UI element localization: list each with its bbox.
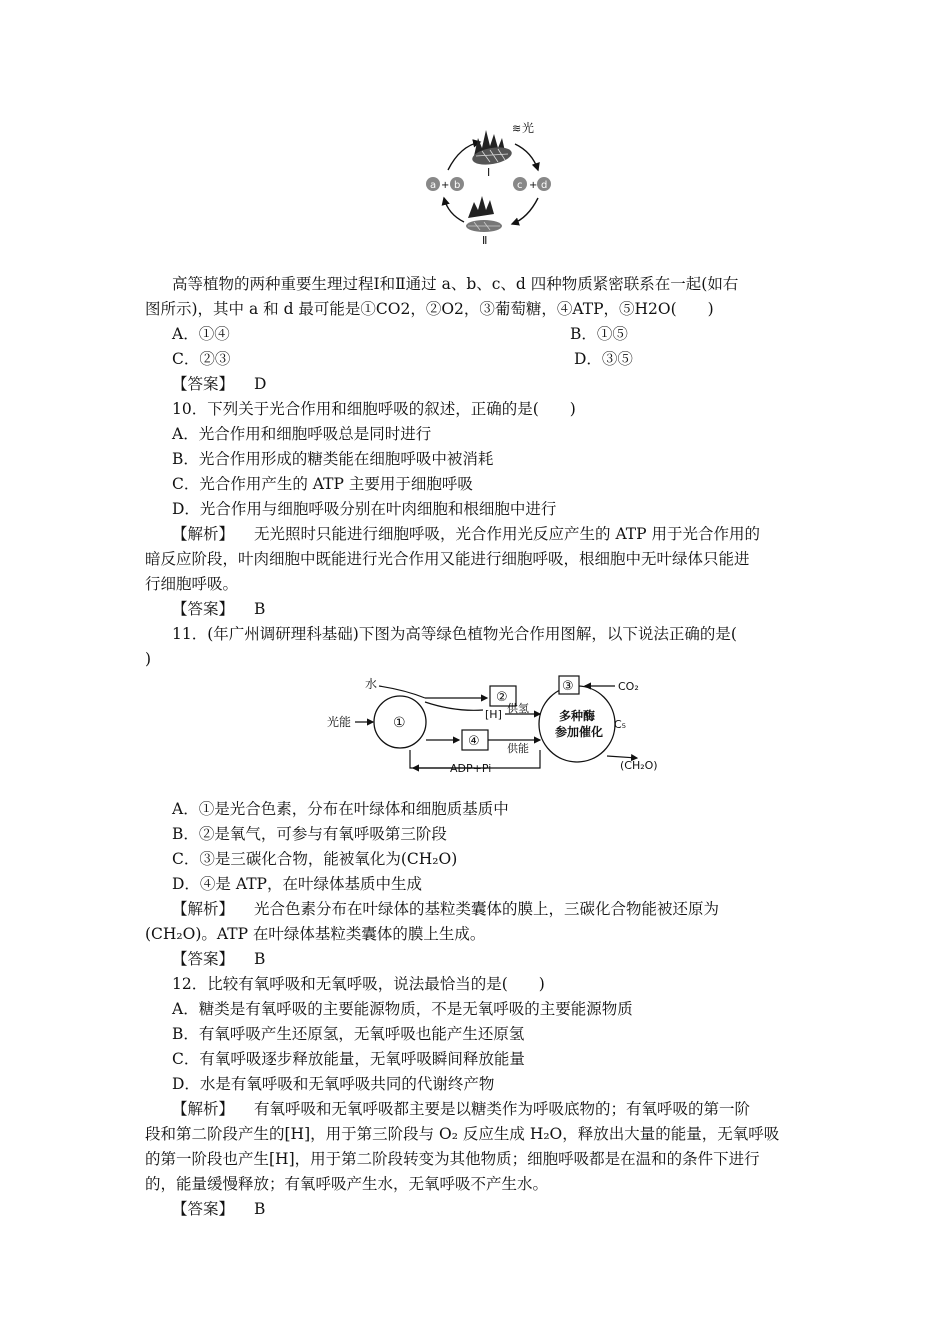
q11-stem-line2: ) xyxy=(145,650,152,668)
q9-stem-line1: 高等植物的两种重要生理过程Ⅰ和Ⅱ通过 a、b、c、d 四种物质紧密联系在一起(如右 xyxy=(172,275,739,293)
q10-option-b: B．光合作用形成的糖类能在细胞呼吸中被消耗 xyxy=(172,450,494,468)
adp-pi-label: ADP+Pi xyxy=(450,762,492,775)
q12-analysis-line1: 【解析】 有氧呼吸和无氧呼吸都主要是以糖类作为呼吸底物的；有氧呼吸的第一阶 xyxy=(172,1097,834,1121)
plant-root-icon xyxy=(466,196,502,232)
process-II-label: Ⅱ xyxy=(482,234,488,247)
q12-option-c: C．有氧呼吸逐步释放能量，无氧呼吸瞬间释放能量 xyxy=(172,1050,525,1068)
svg-text:b: b xyxy=(454,180,461,191)
svg-text:c: c xyxy=(517,180,523,191)
plant-leaf-icon xyxy=(471,130,513,167)
q11-answer xyxy=(172,947,834,971)
svg-text:+: + xyxy=(529,180,538,191)
q10-option-c: C．光合作用产生的 ATP 主要用于细胞呼吸 xyxy=(172,475,473,493)
q11-option-c: C．③是三碳化合物，能被氧化为(CH₂O) xyxy=(172,850,458,868)
light-label: 光 xyxy=(522,121,535,135)
process-I-label: Ⅰ xyxy=(487,166,491,179)
q12-analysis-line2: 段和第二阶段产生的[H]，用于第三阶段与 O₂ 反应生成 H₂O，释放出大量的能量，无氧呼吸 xyxy=(145,1125,780,1143)
co2-label: CO₂ xyxy=(618,680,639,693)
answer-value: B xyxy=(254,600,266,618)
q11-stem-line1: 11．(年广州调研理科基础)下图为高等绿色植物光合作用图解，以下说法正确的是( xyxy=(172,625,737,643)
analysis-tag: 【解析】 xyxy=(172,525,235,543)
q12-answer xyxy=(172,1197,834,1221)
c5-label: C₅ xyxy=(614,718,627,731)
svg-text:d: d xyxy=(541,180,548,191)
analysis-tag: 【解析】 xyxy=(172,900,235,918)
process-cycle-figure xyxy=(420,118,560,248)
q11-analysis-line2: (CH₂O)。ATP 在叶绿体基粒类囊体的膜上生成。 xyxy=(145,925,486,943)
q10-answer xyxy=(172,597,834,621)
q11-option-a: A．①是光合色素，分布在叶绿体和细胞质基质中 xyxy=(172,800,509,818)
answer-value: D xyxy=(254,375,267,393)
q9-answer xyxy=(172,372,834,396)
q12-option-b: B．有氧呼吸产生还原氢，无氧呼吸也能产生还原氢 xyxy=(172,1025,525,1043)
answer-value: B xyxy=(254,1200,266,1218)
box-3-label: ③ xyxy=(562,679,574,694)
answer-value: B xyxy=(254,950,266,968)
ch2o-label: (CH₂O) xyxy=(620,759,658,772)
answer-tag: 【答案】 xyxy=(172,950,235,968)
hydrogen-label: [H] xyxy=(485,708,502,721)
q12-stem: 12．比较有氧呼吸和无氧呼吸，说法最恰当的是( ) xyxy=(172,975,545,993)
water-label: 水 xyxy=(365,677,378,691)
q11-option-d: D．④是 ATP，在叶绿体基质中生成 xyxy=(172,875,422,893)
q10-option-a: A．光合作用和细胞呼吸总是同时进行 xyxy=(172,425,432,443)
q11-analysis-line1: 【解析】 光合色素分布在叶绿体的基粒类囊体的膜上，三碳化合物能被还原为 xyxy=(172,897,834,921)
answer-tag: 【答案】 xyxy=(172,1200,235,1218)
q9-stem-line2: 图所示)，其中 a 和 d 最可能是①CO2，②O2，③葡萄糖，④ATP，⑤H2O( ) xyxy=(145,300,714,318)
svg-text:a: a xyxy=(430,180,437,191)
answer-tag: 【答案】 xyxy=(172,600,235,618)
light-energy-label: 光能 xyxy=(327,715,352,729)
supply-hydrogen-label: 供氢 xyxy=(507,702,529,715)
answer-tag: 【答案】 xyxy=(172,375,235,393)
box-2-label: ② xyxy=(496,690,508,705)
q10-analysis-line2: 暗反应阶段，叶肉细胞中既能进行光合作用又能进行细胞呼吸，根细胞中无叶绿体只能进 xyxy=(145,550,750,568)
q9-option-d: D．③⑤ xyxy=(574,350,633,368)
q12-analysis-line4: 的，能量缓慢释放；有氧呼吸产生水，无氧呼吸不产生水。 xyxy=(145,1175,549,1193)
circle-1-label: ① xyxy=(393,715,406,731)
q9-options-ab xyxy=(172,322,834,346)
q10-stem: 10．下列关于光合作用和细胞呼吸的叙述，正确的是( ) xyxy=(172,400,576,418)
svg-text:+: + xyxy=(441,180,450,191)
box-4-label: ④ xyxy=(468,734,480,749)
q10-analysis-line3: 行细胞呼吸。 xyxy=(145,575,239,593)
q9-options-cd xyxy=(172,347,834,371)
analysis-tag: 【解析】 xyxy=(172,1100,235,1118)
q11-option-b: B．②是氧气，可参与有氧呼吸第三阶段 xyxy=(172,825,447,843)
q12-analysis-line3: 的第一阶段也产生[H]，用于第二阶段转变为其他物质；细胞呼吸都是在温和的条件下进行 xyxy=(145,1150,760,1168)
q9-option-c: C．②③ xyxy=(172,350,231,368)
q12-option-a: A．糖类是有氧呼吸的主要能源物质，不是无氧呼吸的主要能源物质 xyxy=(172,1000,633,1018)
q9-option-a: A．①④ xyxy=(172,325,230,343)
photosynthesis-diagram xyxy=(315,672,665,777)
q9-option-b: B．①⑤ xyxy=(570,325,628,343)
q10-analysis-line1: 【解析】 无光照时只能进行细胞呼吸，光合作用光反应产生的 ATP 用于光合作用的 xyxy=(172,522,834,546)
svg-text:≋: ≋ xyxy=(512,122,522,135)
enzyme-label-2: 参加催化 xyxy=(555,725,604,739)
q12-option-d: D．水是有氧呼吸和无氧呼吸共同的代谢终产物 xyxy=(172,1075,495,1093)
q10-option-d: D．光合作用与细胞呼吸分别在叶肉细胞和根细胞中进行 xyxy=(172,500,557,518)
enzyme-label-1: 多种酶 xyxy=(559,709,596,723)
supply-energy-label: 供能 xyxy=(507,742,529,755)
